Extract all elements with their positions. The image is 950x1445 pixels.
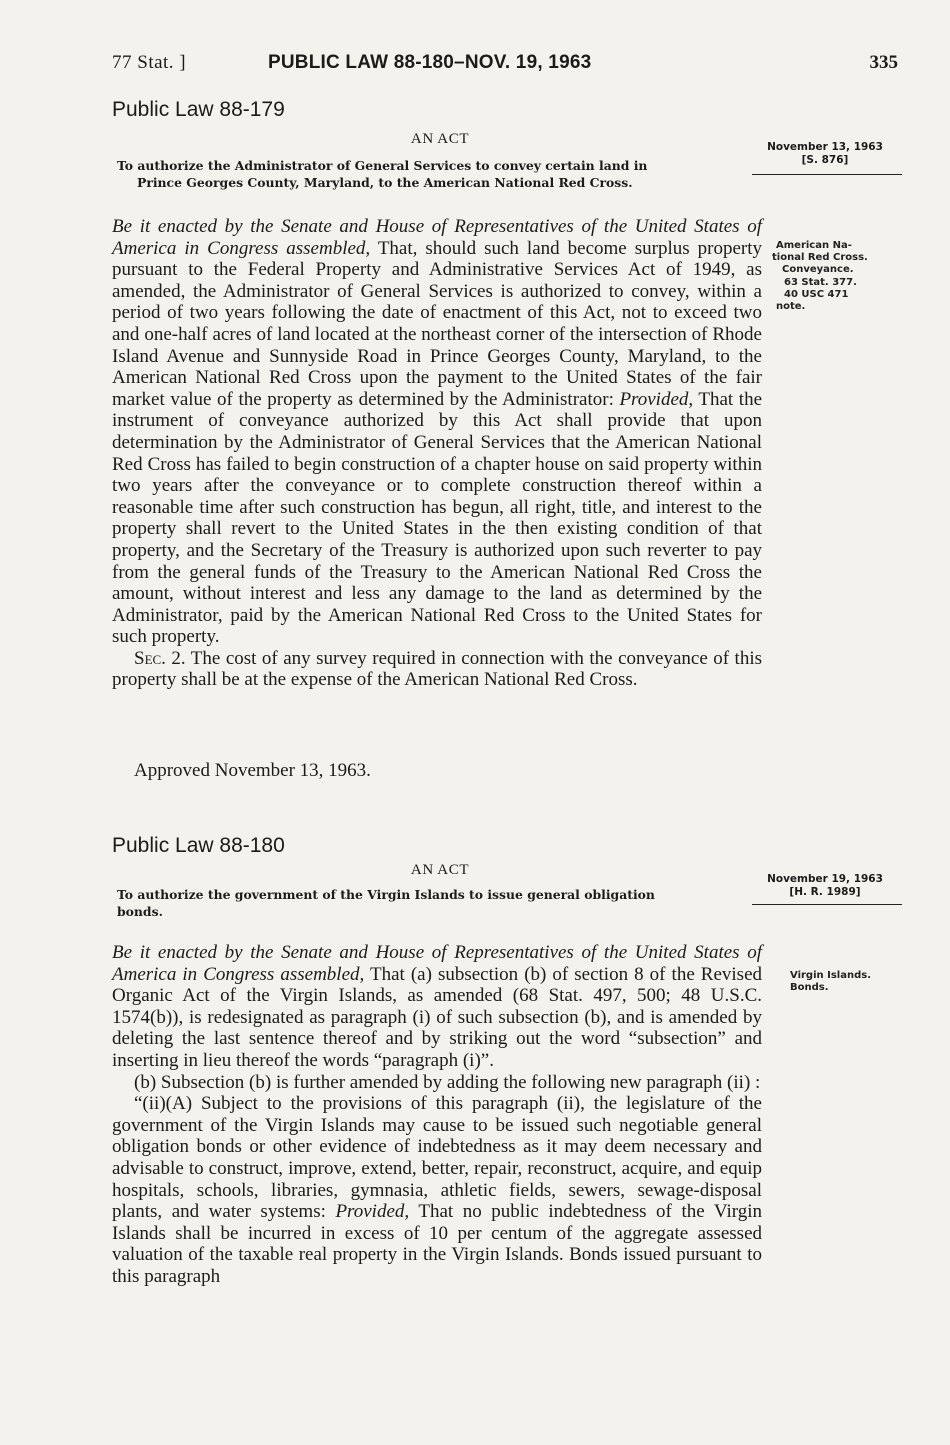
law1-purpose <box>117 157 765 191</box>
law2-para-ii: “(ii)(A) Subject to the provisions of this paragraph (ii), the legislature of the government of the Virgin Islands may cause to be issued such negotiable general obligation bonds or other evidence of indebtedness as it may deem necessary and advisable to construct, improve, extend, better, repair, reconstruct, acquire, and equip hospitals, schools, libraries, gymnasia, athletic fields, sewers, sewage-disposal plants, and water systems: Provided, That no public indebtedness of the Virgin Islands shall be incurred in excess of 10 per centum of the aggregate assessed valuation of the taxable real property in the Virgin Islands. Bonds issued pursuant to this paragraph <box>112 1093 762 1287</box>
law1-section1: Be it enacted by the Senate and House of Representatives of the United States of America in Congress assembled, That, should such land become surplus property pursuant to the Federal Property and Administrative Services Act of 1949, as amended, the Administrator of General Services is authorized to convey, within a period of two years following the date of enactment of this Act, not to exceed two and one-half acres of land located at the northeast corner of the intersection of Rhode Island Avenue and Sunnyside Road in Prince Georges County, Maryland, to the American National Red Cross upon the payment to the United States of the fair market value of the property as determined by the Administrator: Provided, That the instrument of conveyance authorized by this Act shall provide that upon determination by the Administrator of General Services that the American National Red Cross has failed to begin construction of a chapter house on said property within two years after the conveyance or to complete construction thereof within a reasonable time after such construction has begun, all right, title, and interest to the property shall revert to the United States in the then existing condition of that property, and the Secretary of the Treasury is authorized upon such reverter to pay from the general funds of the Treasury to the American National Red Cross the amount, without interest and less any damage to the land as determined by the Administrator, paid by the American National Red Cross to the United States for such property. <box>112 216 763 648</box>
margin-note: Bonds. <box>790 982 829 994</box>
law1-section2: Sec. 2. The cost of any survey required in connection with the conveyance of this property shall be at the expense of the American National Red Cross. <box>112 647 762 691</box>
law1-sec2-label: Sec. 2. <box>134 647 186 669</box>
margin-note: tional Red Cross. <box>772 252 868 264</box>
law1-title: Public Law 88-179 <box>112 98 285 121</box>
law1-approved: Approved November 13, 1963. <box>134 760 371 781</box>
margin-note: note. <box>776 301 806 313</box>
volume-reference: 77 Stat. ] <box>112 52 187 73</box>
margin-note: American Na- <box>776 240 852 251</box>
law1-bill-number: [S. 876] <box>801 154 849 166</box>
margin-note: Conveyance. <box>782 264 854 276</box>
law2-purpose-line1: To authorize the government of the Virgin Islands to issue general obligation <box>117 887 655 902</box>
law1-marginal-notes <box>772 240 902 313</box>
law1-body <box>112 216 762 691</box>
law1-purpose-line2: Prince Georges County, Maryland, to the American National Red Cross. <box>137 175 633 190</box>
page-number: 335 <box>869 52 898 73</box>
law1-date: November 13, 1963 <box>767 141 883 153</box>
law2-an-act: AN ACT <box>410 862 470 878</box>
law2-purpose <box>117 886 765 920</box>
law2-bill-number: [H. R. 1989] <box>789 886 861 898</box>
law1-purpose-line1: To authorize the Administrator of General Services to convey certain land in <box>117 158 648 173</box>
law2-proviso: Provided, <box>335 1201 410 1223</box>
law2-date: November 19, 1963 <box>767 873 883 885</box>
law2-date-note <box>750 873 900 899</box>
law2-body <box>112 942 762 1288</box>
law2-title: Public Law 88-180 <box>112 834 285 857</box>
law1-date-note <box>750 141 900 167</box>
law2-margin-rule <box>752 904 902 905</box>
law1-enacting-clause: Be it enacted by the Senate and House of Representatives of the United States of America in Congress assembled, <box>112 216 762 259</box>
margin-note: 63 Stat. 377. <box>784 276 857 288</box>
running-title: PUBLIC LAW 88-180–NOV. 19, 1963 <box>268 52 592 73</box>
law2-enacting-clause: Be it enacted by the Senate and House of Representatives of the United States of America in Congress assembled, <box>112 942 762 985</box>
law1-proviso: Provided, <box>619 388 694 410</box>
margin-note: Virgin Islands. <box>790 970 871 981</box>
law2-purpose-line2: bonds. <box>117 904 163 919</box>
law2-para-b: (b) Subsection (b) is further amended by adding the following new paragraph (ii) : <box>134 1071 761 1093</box>
law1-margin-rule <box>752 174 902 175</box>
law1-an-act: AN ACT <box>410 131 470 147</box>
law2-marginal-notes <box>772 970 902 994</box>
margin-note: 40 USC 471 <box>784 288 849 300</box>
law2-para-a: Be it enacted by the Senate and House of Representatives of the United States of America in Congress assembled, That (a) subsection (b) of section 8 of the Revised Organic Act of the Virgin Islands, as amended (68 Stat. 497, 500; 48 U.S.C. 1574(b)), is redesignated as paragraph (i) of such subsection (b), and is amended by deleting the last sentence thereof and by striking out the word “subsection” and inserting in lieu thereof the words “paragraph (i)”. <box>112 942 762 1071</box>
